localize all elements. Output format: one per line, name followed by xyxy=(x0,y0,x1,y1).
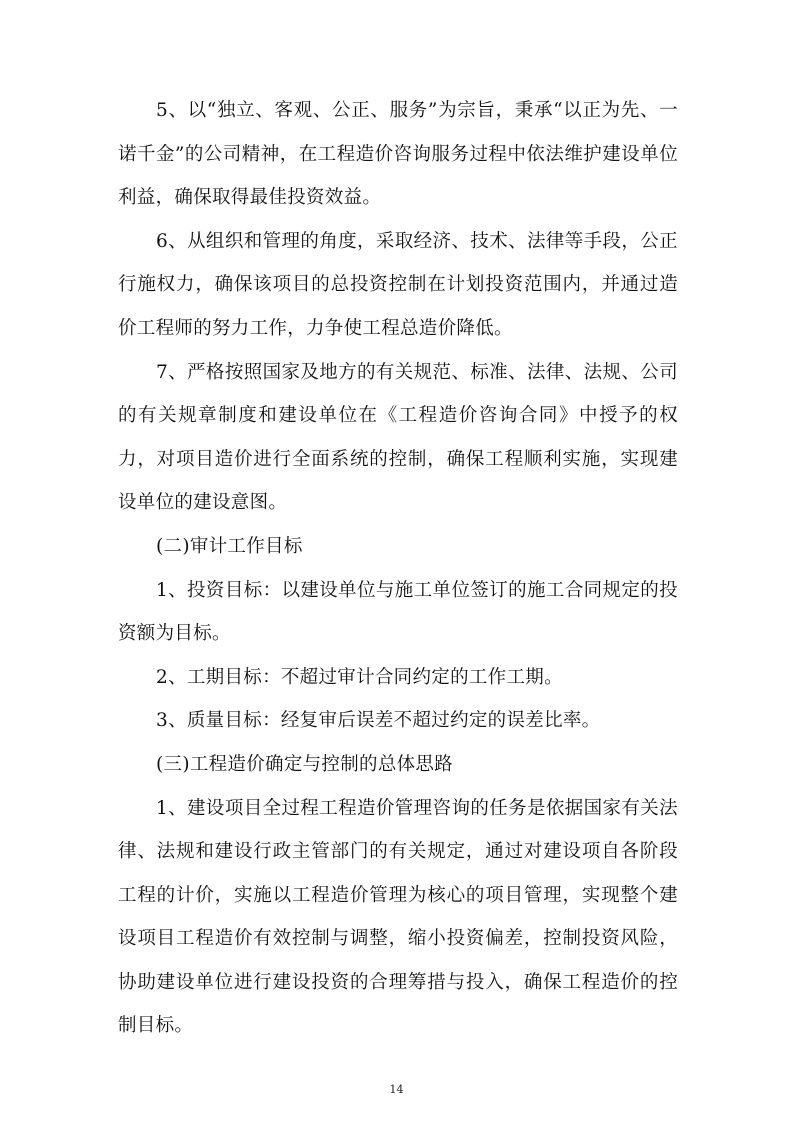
paragraph-item-5: 5、以“独立、客观、公正、服务”为宗旨，秉承“以正为先、一诺千金”的公司精神，在工程造价咨询服务过程中依法维护建设单位利益，确保取得最佳投资效益。 xyxy=(118,100,678,209)
paragraph-investment-goal: 1、投资目标：以建设单位与施工单位签订的施工合同规定的投资额为目标。 xyxy=(118,579,678,645)
paragraph-item-7: 7、严格按照国家及地方的有关规范、标准、法律、法规、公司的有关规章制度和建设单位在《工程造价咨询合同》中授予的权力，对项目造价进行全面系统的控制，确保工程顺利实施，实现建设单位的建设意图。 xyxy=(118,361,678,514)
paragraph-item-6: 6、从组织和管理的角度，采取经济、技术、法律等手段，公正行施权力，确保该项目的总投资控制在计划投资范围内，并通过造价工程师的努力工作，力争使工程总造价降低。 xyxy=(118,230,678,339)
paragraph-cost-management-task: 1、建设项目全过程工程造价管理咨询的任务是依据国家有关法律、法规和建设行政主管部门的有关规定，通过对建设项自各阶段工程的计价，实施以工程造价管理为核心的项目管理，实现整个建设项目工程造价有效控制与调整，缩小投资偏差，控制投资风险，协助建设单位进行建设投资的合理筹措与投入，确保工程造价的控制目标。 xyxy=(118,797,678,1037)
paragraph-schedule-goal: 2、工期目标：不超过审计合同约定的工作工期。 xyxy=(156,666,563,688)
paragraph-quality-goal: 3、质量目标：经复审后误差不超过约定的误差比率。 xyxy=(156,710,601,732)
section-heading-audit-goals: (二)审计工作目标 xyxy=(156,535,303,557)
section-heading-cost-control-approach: (三)工程造价确定与控制的总体思路 xyxy=(156,753,454,775)
page-number: 14 xyxy=(389,1083,404,1096)
document-body xyxy=(118,89,678,1048)
